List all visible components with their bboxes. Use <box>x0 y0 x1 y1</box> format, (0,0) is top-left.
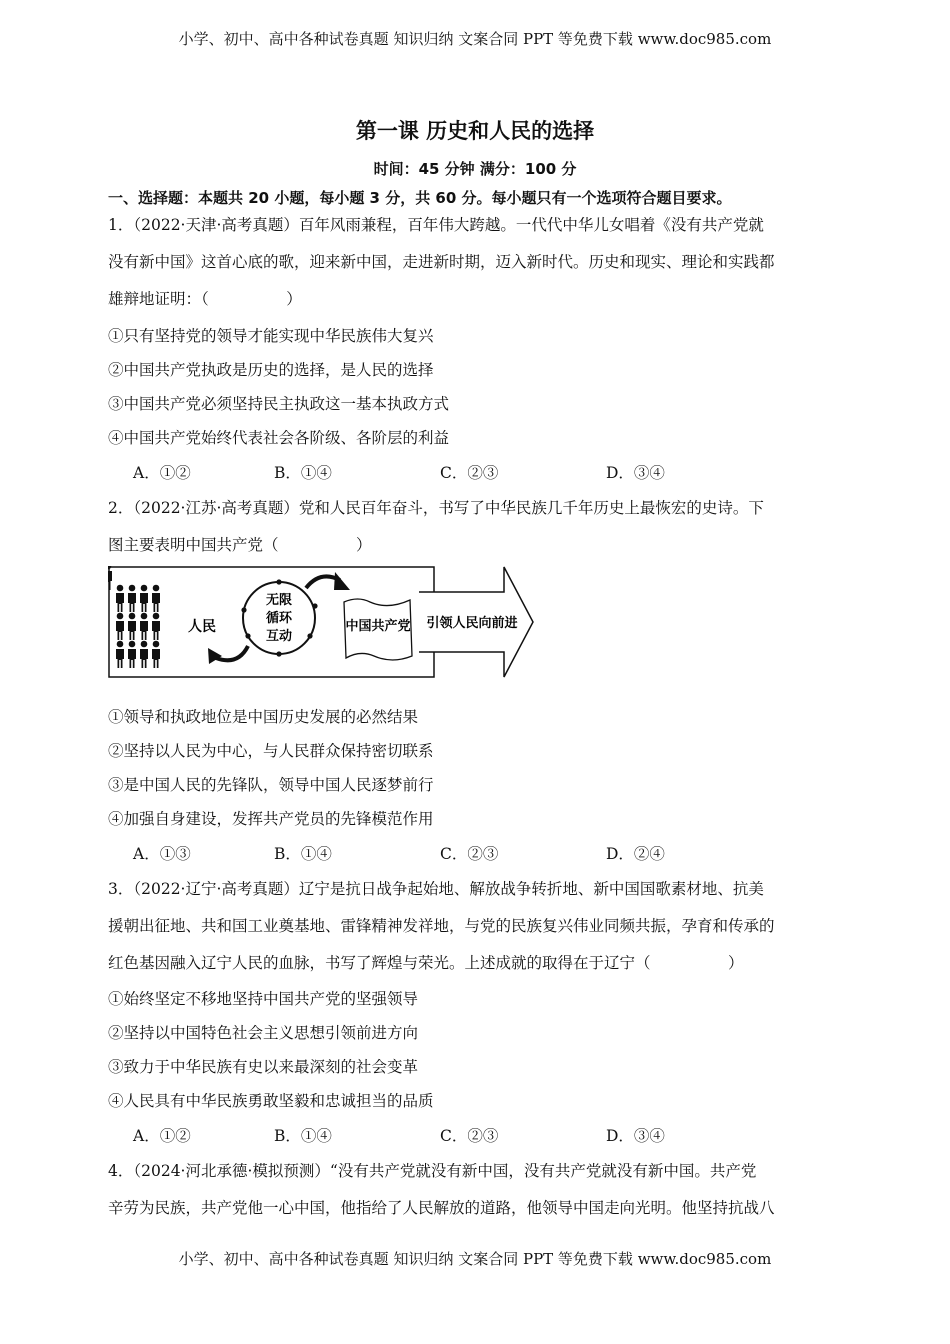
section-heading: 一、选择题：本题共 20 小题，每小题 3 分，共 60 分。每小题只有一个选项符合题目要求。 <box>108 189 732 207</box>
q3-option-a[interactable]: A．①② <box>133 1127 191 1145</box>
q2-stem-line-2: 图主要表明中国共产党（ ） <box>108 536 372 554</box>
page-footer: 小学、初中、高中各种试卷真题 知识归纳 文案合同 PPT 等免费下载 www.doc985.com <box>178 1250 772 1268</box>
q3-item-3: ③致力于中华民族有史以来最深刻的社会变革 <box>108 1058 419 1076</box>
q1-stem-line-2: 没有新中国》这首心底的歌，迎来新中国，走进新时期，迈入新时代。历史和现实、理论和实践都 <box>108 253 775 271</box>
q2-item-4: ④加强自身建设，发挥共产党员的先锋模范作用 <box>108 810 434 828</box>
q1-option-a[interactable]: A．①② <box>133 464 191 482</box>
circle-label-3: 互动 <box>265 629 293 644</box>
q1-stem-line-1: 1．（2022·天津·高考真题）百年风雨兼程，百年伟大跨越。一代代中华儿女唱着《没有共产党就 <box>108 216 764 234</box>
diagram-arrow-label: 引领人民向前进 <box>426 616 518 631</box>
q2-option-a[interactable]: A．①③ <box>133 845 191 863</box>
exam-time-score: 时间：45 分钟 满分：100 分 <box>373 160 577 178</box>
q3-option-b[interactable]: B．①④ <box>274 1127 332 1145</box>
q1-item-3: ③中国共产党必须坚持民主执政这一基本执政方式 <box>108 395 450 413</box>
q1-option-b[interactable]: B．①④ <box>274 464 332 482</box>
q3-option-c[interactable]: C．②③ <box>440 1127 499 1145</box>
q2-option-b[interactable]: B．①④ <box>274 845 332 863</box>
q1-stem-line-3: 雄辩地证明：（ ） <box>108 290 302 308</box>
q1-item-4: ④中国共产党始终代表社会各阶级、各阶层的利益 <box>108 429 450 447</box>
q1-option-c[interactable]: C．②③ <box>440 464 499 482</box>
q3-item-1: ①始终坚定不移地坚持中国共产党的坚强领导 <box>108 990 419 1008</box>
q2-option-c[interactable]: C．②③ <box>440 845 499 863</box>
q1-option-d[interactable]: D．③④ <box>606 464 665 482</box>
q3-stem-line-2: 援朝出征地、共和国工业奠基地、雷锋精神发祥地，与党的民族复兴伟业同频共振，孕育和传承的 <box>108 917 775 935</box>
page-title: 第一课 历史和人民的选择 <box>355 119 595 143</box>
q3-stem-line-1: 3．（2022·辽宁·高考真题）辽宁是抗日战争起始地、解放战争转折地、新中国国歌素材地、抗美 <box>108 880 764 898</box>
q1-item-1: ①只有坚持党的领导才能实现中华民族伟大复兴 <box>108 327 434 345</box>
q3-stem-line-3: 红色基因融入辽宁人民的血脉，书写了辉煌与荣光。上述成就的取得在于辽宁（ ） <box>108 954 744 972</box>
q4-stem-line-1: 4．（2024·河北承德·模拟预测）“没有共产党就没有新中国，没有共产党就没有新中国。共产党 <box>108 1162 757 1180</box>
diagram-people-label: 人民 <box>188 619 216 635</box>
circle-label-1: 无限 <box>265 593 293 608</box>
circle-label-2: 循环 <box>265 611 293 626</box>
q3-item-4: ④人民具有中华民族勇敢坚毅和忠诚担当的品质 <box>108 1092 434 1110</box>
q3-item-2: ②坚持以中国特色社会主义思想引领前进方向 <box>108 1024 419 1042</box>
q4-stem-line-2: 辛劳为民族，共产党他一心中国，他指给了人民解放的道路，他领导中国走向光明。他坚持抗战八 <box>108 1199 775 1217</box>
q2-diagram <box>108 566 534 678</box>
q2-stem-line-1: 2．（2022·江苏·高考真题）党和人民百年奋斗，书写了中华民族几千年历史上最恢宏的史诗。下 <box>108 499 764 517</box>
q1-item-2: ②中国共产党执政是历史的选择，是人民的选择 <box>108 361 434 379</box>
q2-option-d[interactable]: D．②④ <box>606 845 665 863</box>
q2-item-2: ②坚持以人民为中心，与人民群众保持密切联系 <box>108 742 434 760</box>
diagram-party-label: 中国共产党 <box>345 619 411 634</box>
q2-item-1: ①领导和执政地位是中国历史发展的必然结果 <box>108 708 419 726</box>
q3-option-d[interactable]: D．③④ <box>606 1127 665 1145</box>
q2-item-3: ③是中国人民的先锋队，领导中国人民逐梦前行 <box>108 776 434 794</box>
page-header: 小学、初中、高中各种试卷真题 知识归纳 文案合同 PPT 等免费下载 www.doc985.com <box>178 30 772 48</box>
